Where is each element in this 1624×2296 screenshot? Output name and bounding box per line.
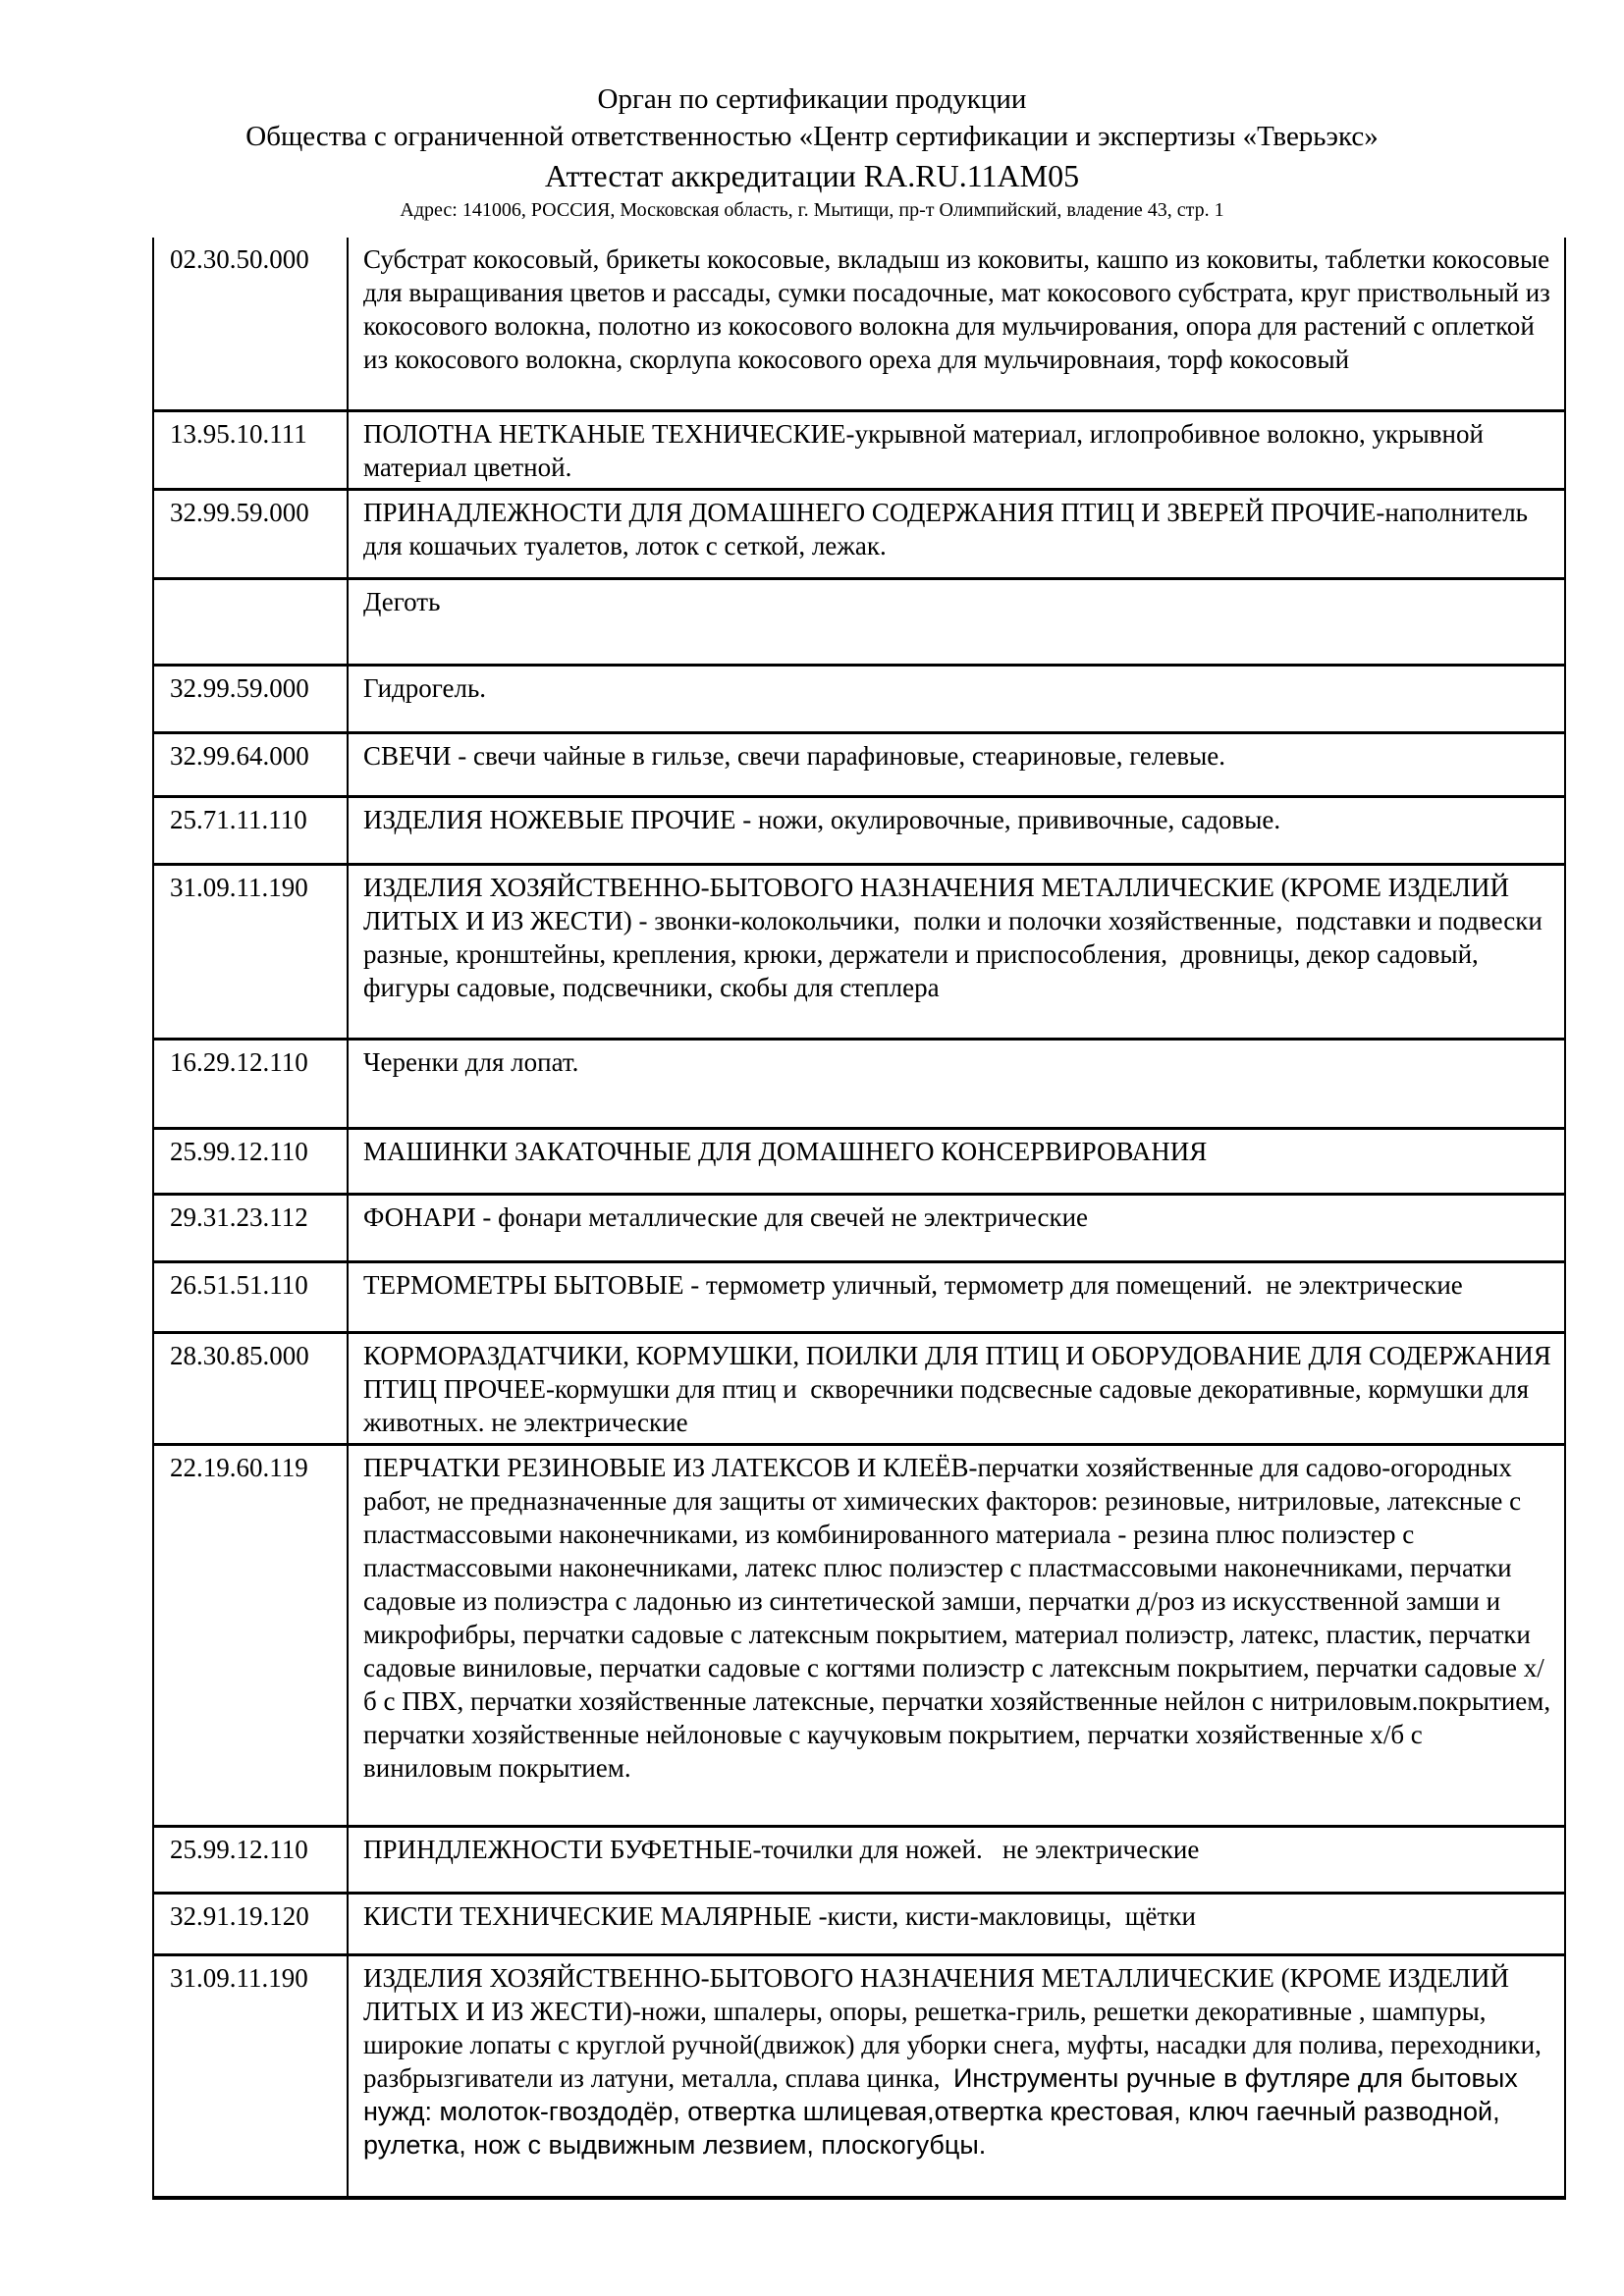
description-segment: Инструменты ручные в футляре для бытовых нужд: молоток-гвоздодёр, отвертка шлицевая,отвертка крестовая, ключ гаечный разводной, рулетка, нож с выдвижным лезвием, плоскогубцы. xyxy=(363,2063,1526,2160)
description-cell xyxy=(349,1196,1566,1260)
description-segment: ПРИНДЛЕЖНОСТИ БУФЕТНЫЕ-точилки для ножей. не электрические xyxy=(363,1835,1200,1864)
description-cell xyxy=(349,580,1566,664)
description-segment: ИЗДЕЛИЯ ХОЗЯЙСТВЕННО-БЫТОВОГО НАЗНАЧЕНИЯ МЕТАЛЛИЧЕСКИЕ (КРОМЕ ИЗДЕЛИЙ ЛИТЫХ И ИЗ ЖЕСТИ) - звонки-колокольчики, полки и полочки хозяйственные, подставки и подвески разные, кронштейны, крепления, крюки, держатели и приспособления, дровницы, декор садовый, фигуры садовые, подсвечники, скобы для степлера xyxy=(363,873,1549,1002)
description-cell xyxy=(349,798,1566,863)
description-segment: ТЕРМОМЕТРЫ БЫТОВЫЕ - термометр уличный, термометр для помещений. не электрические xyxy=(363,1270,1463,1300)
description-cell xyxy=(349,1895,1566,1953)
table-row xyxy=(152,1130,1566,1196)
code-cell: 32.99.59.000 xyxy=(152,667,349,731)
code-cell: 32.99.59.000 xyxy=(152,491,349,577)
code-cell: 32.99.64.000 xyxy=(152,734,349,795)
description-cell xyxy=(349,866,1566,1038)
description-cell xyxy=(349,1956,1566,2196)
code-cell: 29.31.23.112 xyxy=(152,1196,349,1260)
code-cell: 28.30.85.000 xyxy=(152,1334,349,1443)
table-row xyxy=(152,580,1566,667)
description-segment: Гидрогель. xyxy=(363,673,487,703)
description-segment: ПОЛОТНА НЕТКАНЫЕ ТЕХНИЧЕСКИЕ-укрывной материал, иглопробивное волокно, укрывной материал цветной. xyxy=(363,419,1490,482)
description-cell xyxy=(349,491,1566,577)
description-cell xyxy=(349,412,1566,488)
description-segment: МАШИНКИ ЗАКАТОЧНЫЕ ДЛЯ ДОМАШНЕГО КОНСЕРВИРОВАНИЯ xyxy=(363,1137,1208,1166)
description-segment: ИЗДЕЛИЯ ХОЗЯЙСТВЕННО-БЫТОВОГО НАЗНАЧЕНИЯ МЕТАЛЛИЧЕСКИЕ (КРОМЕ ИЗДЕЛИЙ ЛИТЫХ И ИЗ ЖЕСТИ)-ножи, шпалеры, опоры, решетка-гриль, решетки декоративные , шампуры, широкие лопаты с круглой ручной(движок) для уборки снега, муфты, насадки для полива, переходники, разбрызгиватели из латуни, металла, сплава цинка, xyxy=(363,1963,1548,2093)
code-cell: 02.30.50.000 xyxy=(152,238,349,409)
org-title-line-2: Общества с ограниченной ответственностью «Центр сертификации и экспертизы «Тверьэкс» xyxy=(245,121,1379,152)
code-cell: 26.51.51.110 xyxy=(152,1263,349,1331)
code-cell: 32.91.19.120 xyxy=(152,1895,349,1953)
table-row xyxy=(152,798,1566,866)
table-row xyxy=(152,412,1566,491)
table-row xyxy=(152,734,1566,798)
code-cell: 22.19.60.119 xyxy=(152,1446,349,1825)
description-cell xyxy=(349,734,1566,795)
table-row xyxy=(152,1196,1566,1263)
code-cell: 25.99.12.110 xyxy=(152,1828,349,1892)
code-cell: 13.95.10.111 xyxy=(152,412,349,488)
table-row xyxy=(152,1956,1566,2200)
description-segment: ПЕРЧАТКИ РЕЗИНОВЫЕ ИЗ ЛАТЕКСОВ И КЛЕЁВ-перчатки хозяйственные для садово-огородных работ, не предназначенные для защиты от химических факторов: резиновые, нитриловые, латексные с пластмассовыми наконечниками, из комбинированного материала - резина плюс полиэстер с пластмассовыми наконечниками, латекс плюс полиэстер с пластмассовыми наконечниками, перчатки садовые из полиэстра с ладонью из синтетической замши, перчатки д/роз из искусственной замши и микрофибры, перчатки садовые с латексным покрытием, материал полиэстр, латекс, пластик, перчатки садовые виниловые, перчатки садовые с когтями полиэстр с латексным покрытием, перчатки садовые х/б с ПВХ, перчатки хозяйственные латексные, перчатки хозяйственные нейлон с нитриловым.покрытием, перчатки хозяйственные нейлоновые с каучуковым покрытием, перчатки хозяйственные х/б с виниловым покрытием. xyxy=(363,1453,1564,1783)
description-segment: ПРИНАДЛЕЖНОСТИ ДЛЯ ДОМАШНЕГО СОДЕРЖАНИЯ ПТИЦ И ЗВЕРЕЙ ПРОЧИЕ-наполнитель для кошачьих туалетов, лоток с сеткой, лежак. xyxy=(363,498,1535,561)
description-cell xyxy=(349,1041,1566,1127)
description-cell xyxy=(349,1334,1566,1443)
description-cell xyxy=(349,238,1566,409)
document-header xyxy=(0,0,1624,224)
description-segment: Деготь xyxy=(363,587,441,616)
table-row xyxy=(152,1041,1566,1130)
table-row xyxy=(152,1895,1566,1956)
description-segment: ИЗДЕЛИЯ НОЖЕВЫЕ ПРОЧИЕ - ножи, окулировочные, прививочные, садовые. xyxy=(363,805,1281,834)
table-row xyxy=(152,238,1566,412)
org-title-line-1: Орган по сертификации продукции xyxy=(597,83,1027,115)
table-row xyxy=(152,866,1566,1041)
description-segment: СВЕЧИ - свечи чайные в гильзе, свечи парафиновые, стеариновые, гелевые. xyxy=(363,741,1225,771)
description-segment: Черенки для лопат. xyxy=(363,1047,579,1077)
description-segment: КОРМОРАЗДАТЧИКИ, КОРМУШКИ, ПОИЛКИ ДЛЯ ПТИЦ И ОБОРУДОВАНИЕ ДЛЯ СОДЕРЖАНИЯ ПТИЦ ПРОЧЕЕ-кормушки для птиц и скворечники подсвесные садовые декоративные, кормушки для животных. не электрические xyxy=(363,1341,1558,1437)
code-cell: 16.29.12.110 xyxy=(152,1041,349,1127)
code-cell: 31.09.11.190 xyxy=(152,1956,349,2196)
accreditation-certificate: Аттестат аккредитации RA.RU.11АМ05 xyxy=(544,158,1080,193)
products-table xyxy=(152,238,1566,2200)
table-row xyxy=(152,491,1566,580)
org-address: Адрес: 141006, РОССИЯ, Московская область, г. Мытищи, пр-т Олимпийский, владение 43, стр. 1 xyxy=(400,199,1224,221)
description-segment: Субстрат кокосовый, брикеты кокосовые, вкладыш из коковиты, кашпо из коковиты, таблетки кокосовые для выращивания цветов и рассады, сумки посадочные, мат кокосового субстрата, круг приствольный из кокосового волокна, полотно из кокосового волокна для мульчирования, опора для растений с оплеткой из кокосового волокна, скорлупа кокосового ореха для мульчировнаия, торф кокосовый xyxy=(363,244,1557,374)
description-cell xyxy=(349,1130,1566,1193)
table-row xyxy=(152,1263,1566,1334)
code-cell xyxy=(152,580,349,664)
table-row xyxy=(152,1334,1566,1446)
description-segment: КИСТИ ТЕХНИЧЕСКИЕ МАЛЯРНЫЕ -кисти, кисти-макловицы, щётки xyxy=(363,1901,1196,1931)
description-segment: ФОНАРИ - фонари металлические для свечей не электрические xyxy=(363,1202,1089,1232)
code-cell: 31.09.11.190 xyxy=(152,866,349,1038)
description-cell xyxy=(349,1446,1566,1825)
code-cell: 25.71.11.110 xyxy=(152,798,349,863)
table-row xyxy=(152,1828,1566,1895)
description-cell xyxy=(349,1263,1566,1331)
description-cell xyxy=(349,1828,1566,1892)
code-cell: 25.99.12.110 xyxy=(152,1130,349,1193)
description-cell xyxy=(349,667,1566,731)
table-row xyxy=(152,1446,1566,1828)
table-row xyxy=(152,667,1566,734)
